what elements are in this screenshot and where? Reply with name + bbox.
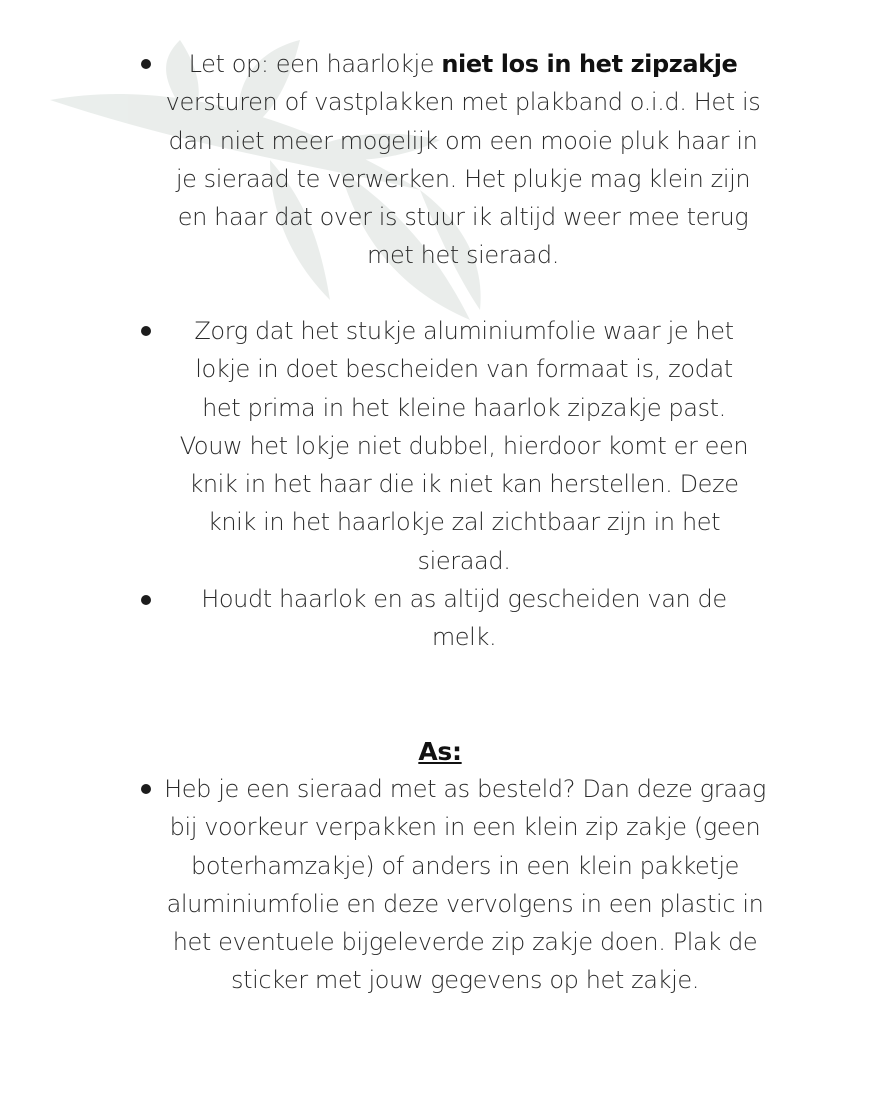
- bullet-dot: [141, 595, 151, 605]
- bullet-dot: [141, 326, 151, 336]
- bullet-dot: [141, 59, 151, 69]
- bullet-text-as-packaging: Heb je een sieraad met as besteld? Dan deze graag bij voorkeur verpakken in een klein zip zakje (geen boterhamzakje) of anders in een klein pakketje aluminiumfolie en deze vervolgens in een plastic in het eventuele bijgeleverde zip zakje doen. Plak de sticker met jouw gegevens op het zakje.: [164, 775, 766, 995]
- bold-emphasis: niet los in het zipzakje: [441, 50, 738, 78]
- bullet-text-separate: Houdt haarlok en as altijd gescheiden van de melk.: [201, 585, 727, 652]
- section-heading-as: As:: [418, 737, 462, 766]
- text-rest: versturen of vastplakken met plakband o.i.d. Het is dan niet meer mogelijk om een mooie pluk haar in je sieraad te verwerken. Het plukje mag klein zijn en haar dat over is stuur ik altijd weer mee terug met het sieraad.: [165, 88, 761, 270]
- bullet-dot: [141, 784, 151, 794]
- bullet-text-hair-loose: [163, 45, 763, 275]
- bullet-text-aluminium: Zorg dat het stukje aluminiumfolie waar je het lokje in doet bescheiden van formaat is, zodat het prima in het kleine haarlok zipzakje past. Vouw het lokje niet dubbel, hierdoor komt er een knik in het haar die ik niet kan herstellen. Deze knik in het haarlokje zal zichtbaar zijn in het sieraad.: [179, 317, 749, 575]
- text-prefix: Let op: een haarlokje: [188, 50, 442, 78]
